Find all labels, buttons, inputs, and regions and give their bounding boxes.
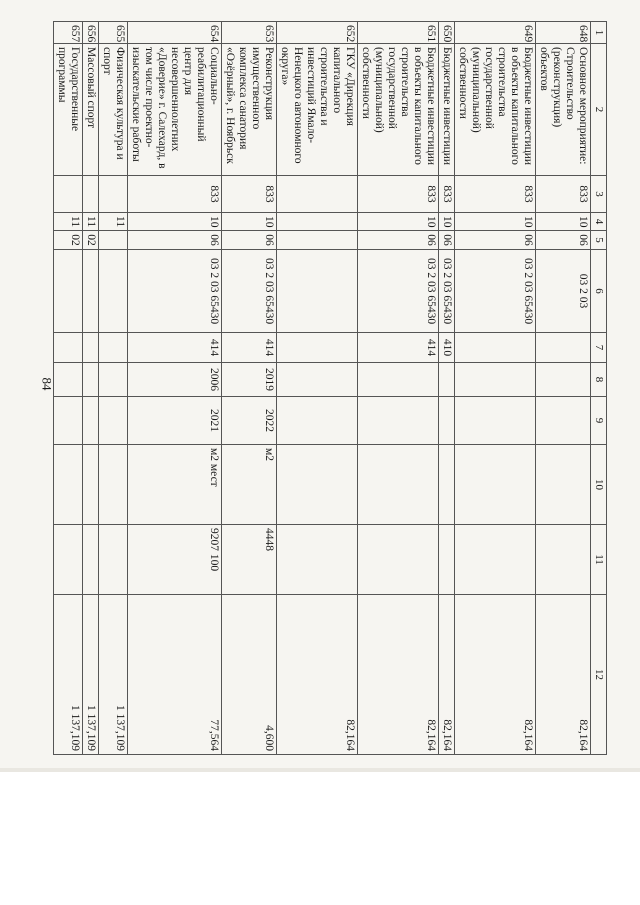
col-6: 03 2 03 65430 — [455, 250, 536, 333]
col-7 — [277, 333, 358, 363]
col-4: 10 — [128, 213, 222, 231]
table-row — [99, 22, 128, 755]
col-7 — [536, 333, 591, 363]
col-4: 11 — [99, 213, 128, 231]
col-7: 414 — [222, 333, 277, 363]
col-12-amount: 82,164 — [455, 595, 536, 755]
col-5 — [99, 231, 128, 250]
col-5: 06 — [128, 231, 222, 250]
col-6: 03 2 03 65430 — [439, 250, 455, 333]
col-8 — [439, 363, 455, 397]
col-12-amount: 1 137,109 — [99, 595, 128, 755]
col-9 — [277, 397, 358, 445]
col-9 — [99, 397, 128, 445]
col-6 — [277, 250, 358, 333]
table-header-row — [591, 22, 607, 755]
col-9: 2021 — [128, 397, 222, 445]
column-header: 6 — [591, 250, 607, 333]
row-name: Бюджетные инвестиции в объекты капитального строительства государственной (муниципальной) собственности — [358, 44, 439, 176]
budget-table — [53, 21, 607, 755]
column-header: 4 — [591, 213, 607, 231]
col-3 — [99, 176, 128, 213]
col-7: 410 — [439, 333, 455, 363]
col-11 — [83, 525, 99, 595]
row-number: 648 — [536, 22, 591, 44]
page-number: 84 — [39, 377, 55, 391]
table-row — [439, 22, 455, 755]
col-6 — [99, 250, 128, 333]
col-10 — [99, 445, 128, 525]
col-8 — [83, 363, 99, 397]
row-name: Физическая культура и спорт — [99, 44, 128, 176]
column-header: 3 — [591, 176, 607, 213]
row-number: 649 — [455, 22, 536, 44]
col-7 — [54, 333, 83, 363]
col-3: 833 — [536, 176, 591, 213]
col-10: м2 мест — [128, 445, 222, 525]
col-9 — [83, 397, 99, 445]
col-7: 414 — [128, 333, 222, 363]
col-3 — [83, 176, 99, 213]
row-number: 653 — [222, 22, 277, 44]
col-10 — [439, 445, 455, 525]
col-4: 10 — [222, 213, 277, 231]
row-name: Массовый спорт — [83, 44, 99, 176]
table-body — [54, 22, 607, 755]
col-3 — [277, 176, 358, 213]
table-row — [222, 22, 277, 755]
col-3: 833 — [439, 176, 455, 213]
col-11 — [455, 525, 536, 595]
row-number: 650 — [439, 22, 455, 44]
col-7: 414 — [358, 333, 439, 363]
col-9 — [536, 397, 591, 445]
col-12-amount: 82,164 — [536, 595, 591, 755]
col-5: 06 — [222, 231, 277, 250]
column-header: 5 — [591, 231, 607, 250]
col-3: 833 — [222, 176, 277, 213]
col-8: 2006 — [128, 363, 222, 397]
col-7 — [455, 333, 536, 363]
col-3: 833 — [128, 176, 222, 213]
col-9: 2022 — [222, 397, 277, 445]
col-4: 11 — [83, 213, 99, 231]
col-10: м2 — [222, 445, 277, 525]
col-9 — [455, 397, 536, 445]
col-6: 03 2 03 65430 — [128, 250, 222, 333]
table-row — [83, 22, 99, 755]
row-number: 654 — [128, 22, 222, 44]
col-4: 11 — [54, 213, 83, 231]
col-11: 9207 100 — [128, 525, 222, 595]
row-number: 651 — [358, 22, 439, 44]
col-5: 06 — [536, 231, 591, 250]
row-name: ГКУ «Дирекция капитального строительства и инвестиций Ямало-Ненецкого автономного округа» — [277, 44, 358, 176]
row-number: 656 — [83, 22, 99, 44]
col-5: 06 — [358, 231, 439, 250]
table-row — [358, 22, 439, 755]
col-8 — [277, 363, 358, 397]
col-7 — [83, 333, 99, 363]
col-8 — [455, 363, 536, 397]
col-5: 06 — [439, 231, 455, 250]
col-5: 02 — [54, 231, 83, 250]
col-3: 833 — [358, 176, 439, 213]
col-9 — [439, 397, 455, 445]
column-header: 11 — [591, 525, 607, 595]
col-5: 02 — [83, 231, 99, 250]
col-4 — [277, 213, 358, 231]
scan-edge — [0, 768, 640, 772]
table-row — [455, 22, 536, 755]
col-6 — [83, 250, 99, 333]
col-4: 10 — [358, 213, 439, 231]
col-11: 4448 — [222, 525, 277, 595]
col-6: 03 2 03 65430 — [222, 250, 277, 333]
col-11 — [99, 525, 128, 595]
col-5: 06 — [455, 231, 536, 250]
column-header: 7 — [591, 333, 607, 363]
col-8 — [358, 363, 439, 397]
col-10 — [536, 445, 591, 525]
col-9 — [358, 397, 439, 445]
col-3: 833 — [455, 176, 536, 213]
row-number: 655 — [99, 22, 128, 44]
column-header: 2 — [591, 44, 607, 176]
col-3 — [54, 176, 83, 213]
row-name: Реконструкция имущественного комплекса санатория «Озёрный», г. Ноябрьск — [222, 44, 277, 176]
col-11 — [439, 525, 455, 595]
col-11 — [54, 525, 83, 595]
column-header: 9 — [591, 397, 607, 445]
col-6: 03 2 03 — [536, 250, 591, 333]
col-12-amount: 82,164 — [358, 595, 439, 755]
col-12-amount: 4,600 — [222, 595, 277, 755]
col-12-amount: 1 137,109 — [83, 595, 99, 755]
col-12-amount: 82,164 — [277, 595, 358, 755]
column-header: 8 — [591, 363, 607, 397]
column-header: 10 — [591, 445, 607, 525]
table-row — [54, 22, 83, 755]
col-6: 03 2 03 65430 — [358, 250, 439, 333]
rotated-table-container — [56, 21, 607, 754]
column-header: 12 — [591, 595, 607, 755]
table-row — [128, 22, 222, 755]
col-8 — [54, 363, 83, 397]
row-name: Бюджетные инвестиции в объекты капитального строительства государственной (муниципальной) собственности — [455, 44, 536, 176]
col-10 — [277, 445, 358, 525]
col-4: 10 — [455, 213, 536, 231]
col-10 — [54, 445, 83, 525]
col-9 — [54, 397, 83, 445]
table-viewport — [56, 21, 607, 754]
row-name: Бюджетные инвестиции — [439, 44, 455, 176]
row-number: 657 — [54, 22, 83, 44]
col-11 — [536, 525, 591, 595]
col-8 — [99, 363, 128, 397]
table-row — [277, 22, 358, 755]
col-10 — [83, 445, 99, 525]
col-12-amount: 1 137,109 — [54, 595, 83, 755]
col-11 — [277, 525, 358, 595]
col-10 — [455, 445, 536, 525]
col-4: 10 — [536, 213, 591, 231]
col-12-amount: 77,564 — [128, 595, 222, 755]
col-7 — [99, 333, 128, 363]
col-8 — [536, 363, 591, 397]
col-8: 2019 — [222, 363, 277, 397]
col-4: 10 — [439, 213, 455, 231]
row-name: Основное мероприятие: Строительство (реконструкция) объектов — [536, 44, 591, 176]
col-6 — [54, 250, 83, 333]
col-10 — [358, 445, 439, 525]
table-row — [536, 22, 591, 755]
col-12-amount: 82,164 — [439, 595, 455, 755]
column-header: 1 — [591, 22, 607, 44]
row-name: Государственные программы — [54, 44, 83, 176]
col-11 — [358, 525, 439, 595]
row-name: Социально-реабилитационный центр для несовершеннолетних «Доверие» г. Салехард, в том числе проектно-изыскательские работы — [128, 44, 222, 176]
col-5 — [277, 231, 358, 250]
row-number: 652 — [277, 22, 358, 44]
